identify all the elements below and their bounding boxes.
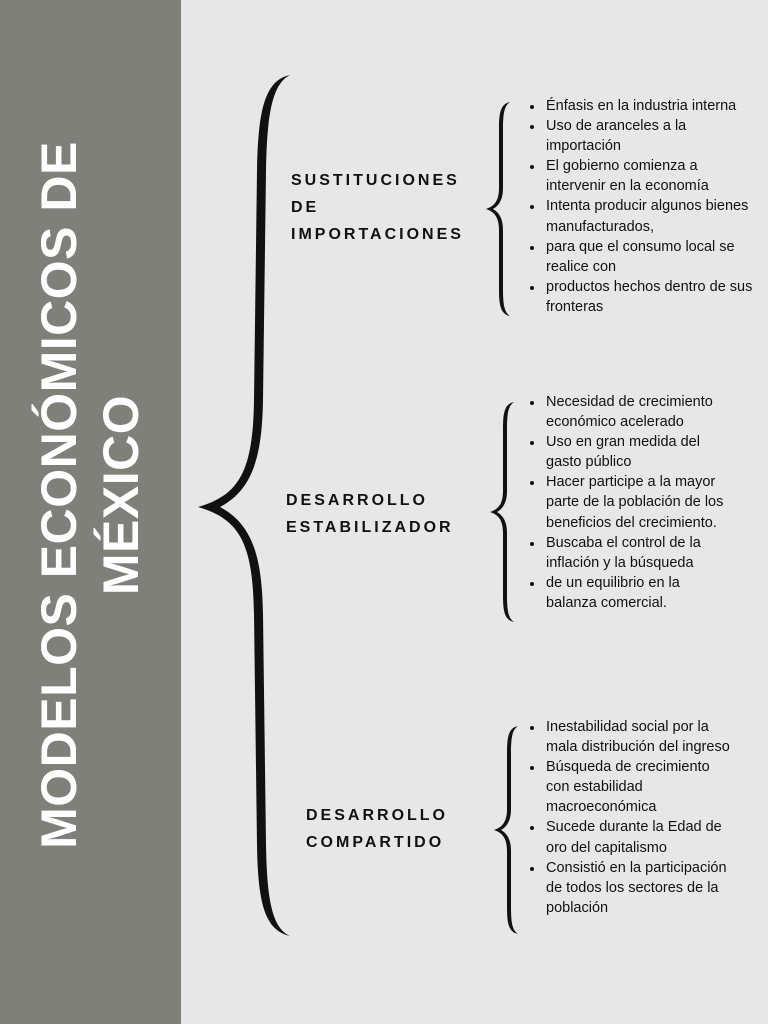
list-item: Sucede durante la Edad de oro del capitalismo	[530, 817, 730, 857]
list-item: Consistió en la participación de todos los sectores de la población	[530, 858, 730, 918]
section-heading-sustituciones	[291, 167, 464, 248]
heading-line: DE	[291, 199, 320, 216]
list-item: Énfasis en la industria interna	[530, 96, 755, 116]
title-line-1: MODELOS ECONÓMICOS DE	[31, 141, 87, 849]
list-item: Necesidad de crecimiento económico acelerado	[530, 392, 730, 432]
heading-line: SUSTITUCIONES	[291, 172, 460, 189]
list-item: Hacer participe a la mayor parte de la población de los beneficios del crecimiento.	[530, 472, 730, 532]
section-brace-estabilizador	[488, 400, 518, 624]
list-item: El gobierno comienza a intervenir en la economía	[530, 156, 755, 196]
section-heading-estabilizador	[286, 487, 454, 541]
heading-line: ESTABILIZADOR	[286, 519, 454, 536]
section-heading-compartido	[306, 802, 448, 856]
list-item: Uso de aranceles a la importación	[530, 116, 755, 156]
page-title	[28, 141, 152, 849]
heading-line: COMPARTIDO	[306, 834, 445, 851]
list-item: productos hechos dentro de sus fronteras	[530, 277, 755, 317]
list-item: Uso en gran medida del gasto público	[530, 432, 730, 472]
section-brace-compartido	[492, 724, 522, 936]
list-estabilizador	[530, 392, 730, 613]
list-item: para que el consumo local se realice con	[530, 237, 755, 277]
list-sustituciones	[530, 96, 755, 317]
section-brace-sustituciones	[484, 100, 514, 318]
list-compartido	[530, 717, 730, 918]
main-brace	[190, 70, 300, 940]
list-item: Búsqueda de crecimiento con estabilidad macroeconómica	[530, 757, 730, 817]
heading-line: DESARROLLO	[306, 807, 448, 824]
list-item: Intenta producir algunos bienes manufacturados,	[530, 196, 755, 236]
list-item: Inestabilidad social por la mala distribución del ingreso	[530, 717, 730, 757]
list-item: Buscaba el control de la inflación y la búsqueda	[530, 533, 730, 573]
list-item: de un equilibrio en la balanza comercial.	[530, 573, 730, 613]
heading-line: IMPORTACIONES	[291, 226, 464, 243]
title-line-2: MÉXICO	[93, 394, 149, 596]
heading-line: DESARROLLO	[286, 492, 428, 509]
